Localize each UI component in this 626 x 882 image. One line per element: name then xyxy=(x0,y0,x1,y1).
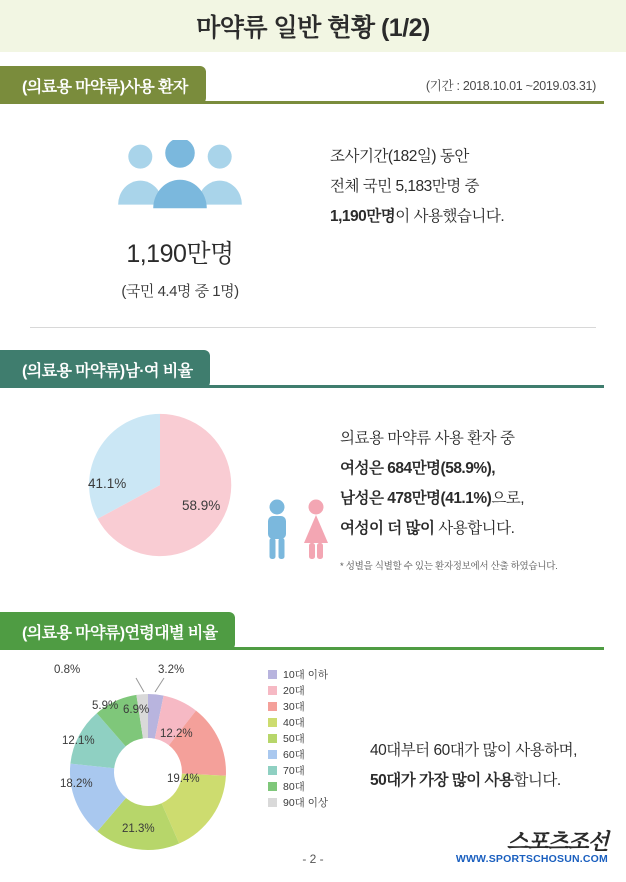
legend-swatch-icon xyxy=(268,782,277,791)
section-gender xyxy=(0,350,626,582)
people-group-icon xyxy=(100,140,260,212)
legend-item xyxy=(268,730,328,746)
page-number: - 2 - xyxy=(302,852,324,866)
gender-female-stat: 여성은 684만명(58.9%), xyxy=(340,460,496,477)
patients-ratio: (국민 4.4명 중 1명) xyxy=(121,283,239,300)
legend-item xyxy=(268,666,328,682)
legend-swatch-icon xyxy=(268,798,277,807)
section-age-band xyxy=(0,612,626,650)
legend-swatch-icon xyxy=(268,670,277,679)
patients-desc-line1: 조사기간(182일) 동안 xyxy=(330,148,469,165)
section-age-tab: (의료용 마약류)연령대별 비율 xyxy=(0,612,235,650)
patients-figure-block xyxy=(30,132,330,301)
legend-label: 70대 xyxy=(283,764,305,777)
gender-conclusion-bold: 여성이 더 많이 xyxy=(340,520,435,537)
legend-item xyxy=(268,794,328,810)
gender-conclusion-rest: 사용합니다. xyxy=(434,520,515,537)
age-legend xyxy=(268,666,328,810)
section-patients-tab: (의료용 마약류)사용 환자 xyxy=(0,66,206,104)
section-gender-band xyxy=(0,350,626,388)
section-patients-underline xyxy=(0,101,604,104)
age-label-20s: 6.9% xyxy=(123,704,150,716)
gender-footnote: * 성별을 식별할 수 있는 환자정보에서 산출 하였습니다. xyxy=(340,561,558,572)
age-donut-chart xyxy=(48,672,248,872)
age-label-70s: 12.1% xyxy=(62,735,95,747)
patients-description xyxy=(330,132,504,232)
legend-label: 80대 xyxy=(283,780,305,793)
section-patients-band xyxy=(0,66,626,104)
gender-desc-line3-rest: 으로, xyxy=(491,490,525,507)
age-description xyxy=(370,660,577,796)
age-label-80s: 5.9% xyxy=(92,700,119,712)
section-gender-tab: (의료용 마약류)남·여 비율 xyxy=(0,350,210,388)
patients-count: 1,190만명 xyxy=(126,240,234,268)
patients-desc-highlight: 1,190만명 xyxy=(330,208,396,225)
section-patients-period: (기간 : 2018.10.01 ~2019.03.31) xyxy=(425,79,596,93)
female-figure-icon xyxy=(300,498,332,560)
legend-swatch-icon xyxy=(268,702,277,711)
legend-label: 50대 xyxy=(283,732,305,745)
gender-figure-icons xyxy=(262,498,332,560)
age-conclusion-bold: 50대가 가장 많이 사용 xyxy=(370,772,514,789)
gender-chart-block xyxy=(30,406,340,566)
gender-male-stat: 남성은 478만명(41.1%) xyxy=(340,490,492,507)
section-divider-1 xyxy=(30,327,596,328)
gender-label-female: 58.9% xyxy=(182,498,221,513)
age-label-90plus: 0.8% xyxy=(54,664,81,676)
legend-item xyxy=(268,682,328,698)
age-label-60s: 18.2% xyxy=(60,778,93,790)
legend-label: 60대 xyxy=(283,748,305,761)
section-gender-underline xyxy=(0,385,604,388)
age-desc-line2 xyxy=(370,766,577,796)
age-label-50s: 21.3% xyxy=(122,823,155,835)
age-chart-block xyxy=(30,660,370,875)
gender-label-male: 41.1% xyxy=(88,476,127,491)
legend-item xyxy=(268,778,328,794)
watermark-url: WWW.SPORTSCHOSUN.COM xyxy=(455,853,608,866)
patients-desc-line3-rest: 이 사용했습니다. xyxy=(395,208,505,225)
age-label-10under: 3.2% xyxy=(158,664,185,676)
legend-item xyxy=(268,698,328,714)
legend-swatch-icon xyxy=(268,718,277,727)
legend-label: 40대 xyxy=(283,716,305,729)
legend-item xyxy=(268,762,328,778)
legend-label: 10대 이하 xyxy=(283,668,329,681)
patients-desc-line2: 전체 국민 5,183만명 중 xyxy=(330,178,480,195)
watermark-logo: 스포츠조선 xyxy=(506,829,608,855)
gender-desc-line3 xyxy=(340,484,557,514)
age-label-40s: 19.4% xyxy=(167,773,200,785)
gender-description xyxy=(340,406,557,582)
male-figure-icon xyxy=(262,498,292,560)
age-label-30s: 12.2% xyxy=(160,728,193,740)
age-conclusion-rest: 합니다. xyxy=(513,772,561,789)
section-age-underline xyxy=(0,647,604,650)
patients-desc-line3 xyxy=(330,202,504,232)
legend-item xyxy=(268,746,328,762)
legend-item xyxy=(268,714,328,730)
legend-swatch-icon xyxy=(268,750,277,759)
legend-label: 30대 xyxy=(283,700,305,713)
age-desc-line1: 40대부터 60대가 많이 사용하며, xyxy=(370,742,577,759)
watermark xyxy=(456,830,608,866)
page-title: 마약류 일반 현황 (1/2) xyxy=(196,14,430,42)
legend-swatch-icon xyxy=(268,686,277,695)
page-header xyxy=(0,0,626,52)
gender-desc-line1: 의료용 마약류 사용 환자 중 xyxy=(340,430,515,447)
gender-desc-line4 xyxy=(340,514,557,544)
legend-swatch-icon xyxy=(268,766,277,775)
legend-label: 20대 xyxy=(283,684,305,697)
legend-label: 90대 이상 xyxy=(283,796,329,809)
legend-swatch-icon xyxy=(268,734,277,743)
gender-desc-line2 xyxy=(340,454,557,484)
section-patients xyxy=(0,66,626,328)
